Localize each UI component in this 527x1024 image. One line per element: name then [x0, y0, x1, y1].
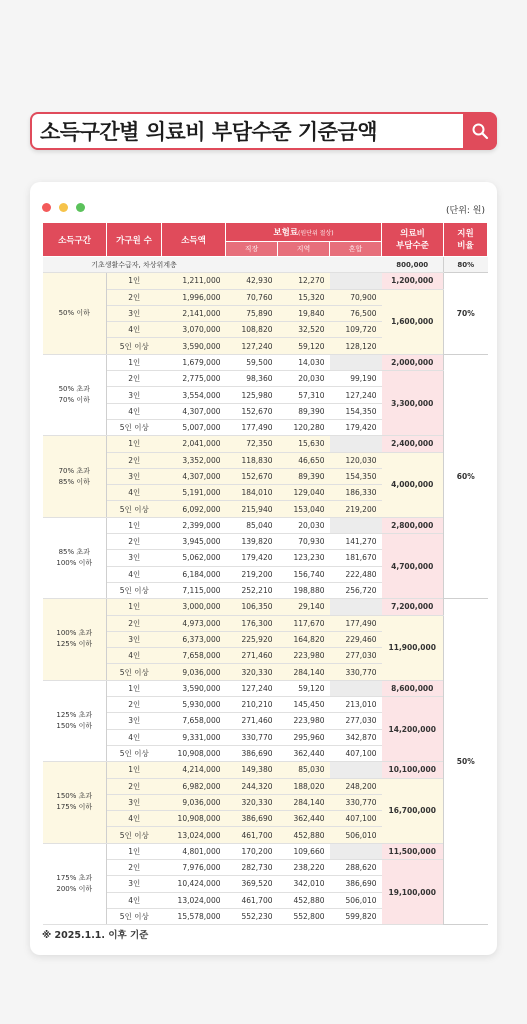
- premium-work-cell: 271,460: [226, 648, 278, 664]
- premium-work-cell: 252,210: [226, 582, 278, 598]
- close-dot: [42, 203, 51, 212]
- medical-cell: 4,700,000: [382, 534, 444, 599]
- table-row: [43, 697, 488, 713]
- premium-work-cell: 320,330: [226, 664, 278, 680]
- premium-region-cell: 70,930: [278, 534, 330, 550]
- premium-mixed-cell: 186,330: [330, 485, 382, 501]
- premium-mixed-cell: 154,350: [330, 468, 382, 484]
- premium-work-cell: 176,300: [226, 615, 278, 631]
- income-cell: 15,578,000: [162, 908, 226, 924]
- income-cell: 1,679,000: [162, 354, 226, 370]
- col-mixed: 혼합: [330, 242, 382, 257]
- col-medical: [382, 223, 444, 257]
- premium-work-cell: 282,730: [226, 859, 278, 875]
- premium-work-cell: 139,820: [226, 534, 278, 550]
- premium-region-cell: 85,030: [278, 762, 330, 778]
- household-cell: 3인: [107, 305, 162, 321]
- income-cell: 2,775,000: [162, 371, 226, 387]
- medical-cell: 10,100,000: [382, 762, 444, 778]
- income-band-line: 85% 이하: [58, 477, 90, 486]
- income-cell: 9,036,000: [162, 664, 226, 680]
- income-band-line: 50% 초과: [58, 385, 90, 394]
- income-cell: 5,191,000: [162, 485, 226, 501]
- table-row: [43, 843, 488, 859]
- premium-mixed-cell: 179,420: [330, 419, 382, 435]
- table-row: [43, 615, 488, 631]
- table-row: [43, 354, 488, 370]
- medical-cell: 11,500,000: [382, 843, 444, 859]
- household-cell: 5인 이상: [107, 501, 162, 517]
- premium-region-cell: 153,040: [278, 501, 330, 517]
- household-cell: 1인: [107, 762, 162, 778]
- premium-region-cell: 362,440: [278, 811, 330, 827]
- household-cell: 2인: [107, 534, 162, 550]
- table-body: [43, 257, 488, 925]
- income-band-line: 50% 이하: [58, 309, 90, 318]
- premium-region-cell: 109,660: [278, 843, 330, 859]
- household-cell: 2인: [107, 615, 162, 631]
- premium-work-cell: 177,490: [226, 419, 278, 435]
- income-cell: 10,424,000: [162, 876, 226, 892]
- maximize-dot: [76, 203, 85, 212]
- income-cell: 3,945,000: [162, 534, 226, 550]
- premium-mixed-cell: [330, 273, 382, 289]
- support-rate-cell: 60%: [444, 354, 488, 598]
- medical-cell: 14,200,000: [382, 697, 444, 762]
- premium-work-cell: 152,670: [226, 468, 278, 484]
- premium-mixed-cell: 120,030: [330, 452, 382, 468]
- col-income-band: 소득구간: [43, 223, 107, 257]
- household-cell: 5인 이상: [107, 582, 162, 598]
- household-cell: 1인: [107, 517, 162, 533]
- household-cell: 2인: [107, 452, 162, 468]
- premium-mixed-cell: 219,200: [330, 501, 382, 517]
- premium-region-cell: 46,650: [278, 452, 330, 468]
- income-cell: 5,062,000: [162, 550, 226, 566]
- premium-mixed-cell: 213,010: [330, 697, 382, 713]
- medical-cell: 16,700,000: [382, 778, 444, 843]
- household-cell: 4인: [107, 729, 162, 745]
- premium-region-cell: 452,880: [278, 827, 330, 843]
- income-band-line: 100% 초과: [56, 629, 93, 638]
- premium-mixed-cell: 386,690: [330, 876, 382, 892]
- income-band-line: 150% 초과: [56, 792, 93, 801]
- col-region: 지역: [278, 242, 330, 257]
- household-cell: 5인 이상: [107, 908, 162, 924]
- premium-work-cell: 215,940: [226, 501, 278, 517]
- premium-mixed-cell: [330, 354, 382, 370]
- income-cell: 3,000,000: [162, 599, 226, 615]
- premium-mixed-cell: [330, 436, 382, 452]
- premium-region-cell: 123,230: [278, 550, 330, 566]
- medical-label-1: 의료비: [400, 228, 425, 239]
- premium-mixed-cell: 506,010: [330, 827, 382, 843]
- household-cell: 3인: [107, 550, 162, 566]
- table-row: [43, 680, 488, 696]
- income-cell: 4,801,000: [162, 843, 226, 859]
- household-cell: 4인: [107, 648, 162, 664]
- premium-mixed-cell: 506,010: [330, 892, 382, 908]
- medical-cell: 1,600,000: [382, 289, 444, 354]
- premium-region-cell: 14,030: [278, 354, 330, 370]
- premium-work-cell: 118,830: [226, 452, 278, 468]
- premium-mixed-cell: 181,670: [330, 550, 382, 566]
- income-band-line: 100% 이하: [56, 558, 93, 567]
- income-band-line: 150% 이하: [56, 721, 93, 730]
- support-rate-cell: 70%: [444, 273, 488, 354]
- income-band-cell: [43, 517, 107, 598]
- medical-cell: 1,200,000: [382, 273, 444, 289]
- income-cell: 3,554,000: [162, 387, 226, 403]
- table-row: [43, 517, 488, 533]
- household-cell: 4인: [107, 892, 162, 908]
- income-cell: 3,070,000: [162, 322, 226, 338]
- premium-work-cell: 85,040: [226, 517, 278, 533]
- table-card: [30, 182, 497, 955]
- premium-region-cell: 156,740: [278, 566, 330, 582]
- premium-mixed-cell: 288,620: [330, 859, 382, 875]
- household-cell: 1인: [107, 680, 162, 696]
- premium-mixed-cell: 127,240: [330, 387, 382, 403]
- household-cell: 4인: [107, 322, 162, 338]
- premium-work-cell: 149,380: [226, 762, 278, 778]
- income-band-line: 175% 이하: [56, 803, 93, 812]
- income-cell: 6,092,000: [162, 501, 226, 517]
- premium-mixed-cell: 256,720: [330, 582, 382, 598]
- income-cell: 13,024,000: [162, 827, 226, 843]
- premium-label: 보험료: [273, 228, 299, 238]
- household-cell: 1인: [107, 436, 162, 452]
- premium-work-cell: 98,360: [226, 371, 278, 387]
- premium-region-cell: 59,120: [278, 338, 330, 354]
- income-band-cell: [43, 843, 107, 924]
- premium-mixed-cell: 407,100: [330, 811, 382, 827]
- household-cell: 4인: [107, 403, 162, 419]
- premium-region-cell: 29,140: [278, 599, 330, 615]
- col-household: 가구원 수: [107, 223, 162, 257]
- household-cell: 5인 이상: [107, 338, 162, 354]
- household-cell: 3인: [107, 468, 162, 484]
- income-band-cell: [43, 436, 107, 517]
- base-empty-cell: [278, 257, 330, 273]
- household-cell: 5인 이상: [107, 827, 162, 843]
- premium-work-cell: 461,700: [226, 892, 278, 908]
- income-cell: 5,007,000: [162, 419, 226, 435]
- premium-work-cell: 271,460: [226, 713, 278, 729]
- base-rate: 80%: [444, 257, 488, 273]
- premium-note: (원단위 절상): [298, 230, 334, 237]
- household-cell: 3인: [107, 794, 162, 810]
- medical-cell: 8,600,000: [382, 680, 444, 696]
- premium-work-cell: 320,330: [226, 794, 278, 810]
- title-search-bar[interactable]: [30, 112, 497, 150]
- income-cell: 9,036,000: [162, 794, 226, 810]
- table-row: [43, 436, 488, 452]
- income-band-cell: [43, 599, 107, 680]
- household-cell: 3인: [107, 713, 162, 729]
- income-cell: 4,307,000: [162, 468, 226, 484]
- premium-region-cell: 452,880: [278, 892, 330, 908]
- medical-label-2: 부담수준: [396, 240, 429, 251]
- income-cell: 9,331,000: [162, 729, 226, 745]
- page-title: 소득구간별 의료비 부담수준 기준금액: [40, 120, 378, 144]
- table-row: [43, 599, 488, 615]
- premium-region-cell: 15,320: [278, 289, 330, 305]
- premium-work-cell: 125,980: [226, 387, 278, 403]
- income-cell: 3,590,000: [162, 680, 226, 696]
- premium-region-cell: 59,120: [278, 680, 330, 696]
- premium-region-cell: 12,270: [278, 273, 330, 289]
- household-cell: 5인 이상: [107, 745, 162, 761]
- household-cell: 1인: [107, 354, 162, 370]
- household-cell: 1인: [107, 273, 162, 289]
- premium-work-cell: 386,690: [226, 811, 278, 827]
- premium-region-cell: 552,800: [278, 908, 330, 924]
- premium-mixed-cell: 141,270: [330, 534, 382, 550]
- income-band-line: 175% 초과: [56, 873, 93, 882]
- income-cell: 3,590,000: [162, 338, 226, 354]
- income-cell: 6,982,000: [162, 778, 226, 794]
- premium-region-cell: 284,140: [278, 664, 330, 680]
- search-button[interactable]: [463, 112, 497, 150]
- income-cell: 7,115,000: [162, 582, 226, 598]
- premium-mixed-cell: 70,900: [330, 289, 382, 305]
- medical-cell: 2,400,000: [382, 436, 444, 452]
- table-row: [43, 762, 488, 778]
- medical-cell: 4,000,000: [382, 452, 444, 517]
- income-cell: 13,024,000: [162, 892, 226, 908]
- household-cell: 3인: [107, 876, 162, 892]
- table-row: [43, 371, 488, 387]
- premium-mixed-cell: 248,200: [330, 778, 382, 794]
- footnote: ※ 2025.1.1. 이후 기준: [42, 930, 149, 941]
- minimize-dot: [59, 203, 68, 212]
- premium-mixed-cell: 76,500: [330, 305, 382, 321]
- premium-mixed-cell: 407,100: [330, 745, 382, 761]
- premium-work-cell: 184,010: [226, 485, 278, 501]
- premium-mixed-cell: 330,770: [330, 794, 382, 810]
- medical-cell: 11,900,000: [382, 615, 444, 680]
- base-empty-cell: [330, 257, 382, 273]
- income-cell: 1,211,000: [162, 273, 226, 289]
- household-cell: 4인: [107, 566, 162, 582]
- premium-mixed-cell: 277,030: [330, 648, 382, 664]
- col-income: 소득액: [162, 223, 226, 257]
- premium-region-cell: 145,450: [278, 697, 330, 713]
- income-cell: 4,307,000: [162, 403, 226, 419]
- premium-region-cell: 57,310: [278, 387, 330, 403]
- income-band-cell: [43, 762, 107, 843]
- premium-mixed-cell: 229,460: [330, 631, 382, 647]
- cost-table: [42, 222, 488, 925]
- income-cell: 2,141,000: [162, 305, 226, 321]
- income-cell: 2,399,000: [162, 517, 226, 533]
- table-row: [43, 452, 488, 468]
- premium-work-cell: 106,350: [226, 599, 278, 615]
- premium-mixed-cell: 330,770: [330, 664, 382, 680]
- premium-mixed-cell: [330, 599, 382, 615]
- premium-region-cell: 295,960: [278, 729, 330, 745]
- base-row: [43, 257, 488, 273]
- premium-work-cell: 386,690: [226, 745, 278, 761]
- col-premium: [226, 223, 382, 242]
- premium-work-cell: 127,240: [226, 338, 278, 354]
- income-cell: 10,908,000: [162, 811, 226, 827]
- premium-region-cell: 89,390: [278, 468, 330, 484]
- household-cell: 2인: [107, 697, 162, 713]
- household-cell: 3인: [107, 631, 162, 647]
- household-cell: 4인: [107, 811, 162, 827]
- medical-cell: 2,800,000: [382, 517, 444, 533]
- premium-work-cell: 244,320: [226, 778, 278, 794]
- premium-region-cell: 223,980: [278, 713, 330, 729]
- premium-mixed-cell: 342,870: [330, 729, 382, 745]
- premium-work-cell: 210,210: [226, 697, 278, 713]
- medical-cell: 3,300,000: [382, 371, 444, 436]
- premium-mixed-cell: 177,490: [330, 615, 382, 631]
- premium-mixed-cell: 154,350: [330, 403, 382, 419]
- table-row: [43, 534, 488, 550]
- premium-region-cell: 198,880: [278, 582, 330, 598]
- table-row: [43, 289, 488, 305]
- base-label: 기초생활수급자, 차상위계층: [43, 257, 226, 273]
- household-cell: 1인: [107, 843, 162, 859]
- premium-region-cell: 223,980: [278, 648, 330, 664]
- premium-work-cell: 127,240: [226, 680, 278, 696]
- income-cell: 6,184,000: [162, 566, 226, 582]
- premium-work-cell: 461,700: [226, 827, 278, 843]
- household-cell: 2인: [107, 371, 162, 387]
- income-band-line: 85% 초과: [58, 547, 90, 556]
- premium-work-cell: 152,670: [226, 403, 278, 419]
- premium-region-cell: 284,140: [278, 794, 330, 810]
- income-cell: 4,214,000: [162, 762, 226, 778]
- table-row: [43, 778, 488, 794]
- income-band-line: 70% 이하: [58, 396, 90, 405]
- income-band-cell: [43, 273, 107, 354]
- income-cell: 10,908,000: [162, 745, 226, 761]
- medical-cell: 19,100,000: [382, 859, 444, 924]
- income-band-line: 200% 이하: [56, 884, 93, 893]
- household-cell: 4인: [107, 485, 162, 501]
- household-cell: 3인: [107, 387, 162, 403]
- premium-work-cell: 330,770: [226, 729, 278, 745]
- premium-region-cell: 32,520: [278, 322, 330, 338]
- premium-mixed-cell: 599,820: [330, 908, 382, 924]
- unit-label: (단위: 원): [446, 206, 485, 216]
- premium-work-cell: 179,420: [226, 550, 278, 566]
- base-medical: 800,000: [382, 257, 444, 273]
- support-label-2: 비율: [457, 240, 474, 251]
- household-cell: 2인: [107, 778, 162, 794]
- search-icon: [471, 122, 489, 140]
- premium-region-cell: 164,820: [278, 631, 330, 647]
- premium-work-cell: 108,820: [226, 322, 278, 338]
- income-band-cell: [43, 680, 107, 761]
- household-cell: 2인: [107, 859, 162, 875]
- income-cell: 7,658,000: [162, 648, 226, 664]
- premium-work-cell: 225,920: [226, 631, 278, 647]
- premium-region-cell: 20,030: [278, 371, 330, 387]
- premium-mixed-cell: 222,480: [330, 566, 382, 582]
- premium-region-cell: 362,440: [278, 745, 330, 761]
- premium-mixed-cell: [330, 843, 382, 859]
- household-cell: 2인: [107, 289, 162, 305]
- premium-work-cell: 72,350: [226, 436, 278, 452]
- window-controls: [42, 197, 88, 216]
- support-label-1: 지원: [457, 228, 474, 239]
- income-cell: 7,658,000: [162, 713, 226, 729]
- income-band-cell: [43, 354, 107, 435]
- premium-region-cell: 20,030: [278, 517, 330, 533]
- premium-region-cell: 19,840: [278, 305, 330, 321]
- income-cell: 1,996,000: [162, 289, 226, 305]
- income-cell: 3,352,000: [162, 452, 226, 468]
- premium-mixed-cell: 109,720: [330, 322, 382, 338]
- table-row: [43, 859, 488, 875]
- medical-cell: 7,200,000: [382, 599, 444, 615]
- premium-work-cell: 552,230: [226, 908, 278, 924]
- premium-region-cell: 342,010: [278, 876, 330, 892]
- income-cell: 2,041,000: [162, 436, 226, 452]
- medical-cell: 2,000,000: [382, 354, 444, 370]
- household-cell: 5인 이상: [107, 419, 162, 435]
- premium-work-cell: 70,760: [226, 289, 278, 305]
- premium-mixed-cell: [330, 517, 382, 533]
- premium-work-cell: 170,200: [226, 843, 278, 859]
- household-cell: 5인 이상: [107, 664, 162, 680]
- base-empty-cell: [226, 257, 278, 273]
- col-work: 직장: [226, 242, 278, 257]
- premium-region-cell: 117,670: [278, 615, 330, 631]
- premium-mixed-cell: 277,030: [330, 713, 382, 729]
- household-cell: 1인: [107, 599, 162, 615]
- table-row: [43, 273, 488, 289]
- income-band-line: 125% 이하: [56, 640, 93, 649]
- premium-region-cell: 89,390: [278, 403, 330, 419]
- income-cell: 4,973,000: [162, 615, 226, 631]
- income-cell: 5,930,000: [162, 697, 226, 713]
- premium-mixed-cell: 99,190: [330, 371, 382, 387]
- premium-work-cell: 369,520: [226, 876, 278, 892]
- premium-work-cell: 75,890: [226, 305, 278, 321]
- premium-mixed-cell: [330, 680, 382, 696]
- premium-region-cell: 238,220: [278, 859, 330, 875]
- premium-work-cell: 219,200: [226, 566, 278, 582]
- premium-region-cell: 15,630: [278, 436, 330, 452]
- income-band-line: 125% 초과: [56, 710, 93, 719]
- income-band-line: 70% 초과: [58, 466, 90, 475]
- premium-region-cell: 120,280: [278, 419, 330, 435]
- premium-mixed-cell: [330, 762, 382, 778]
- premium-mixed-cell: 128,120: [330, 338, 382, 354]
- income-cell: 6,373,000: [162, 631, 226, 647]
- income-cell: 7,976,000: [162, 859, 226, 875]
- support-rate-cell: 50%: [444, 599, 488, 925]
- premium-region-cell: 129,040: [278, 485, 330, 501]
- col-support: [444, 223, 488, 257]
- premium-region-cell: 188,020: [278, 778, 330, 794]
- premium-work-cell: 42,930: [226, 273, 278, 289]
- premium-work-cell: 59,500: [226, 354, 278, 370]
